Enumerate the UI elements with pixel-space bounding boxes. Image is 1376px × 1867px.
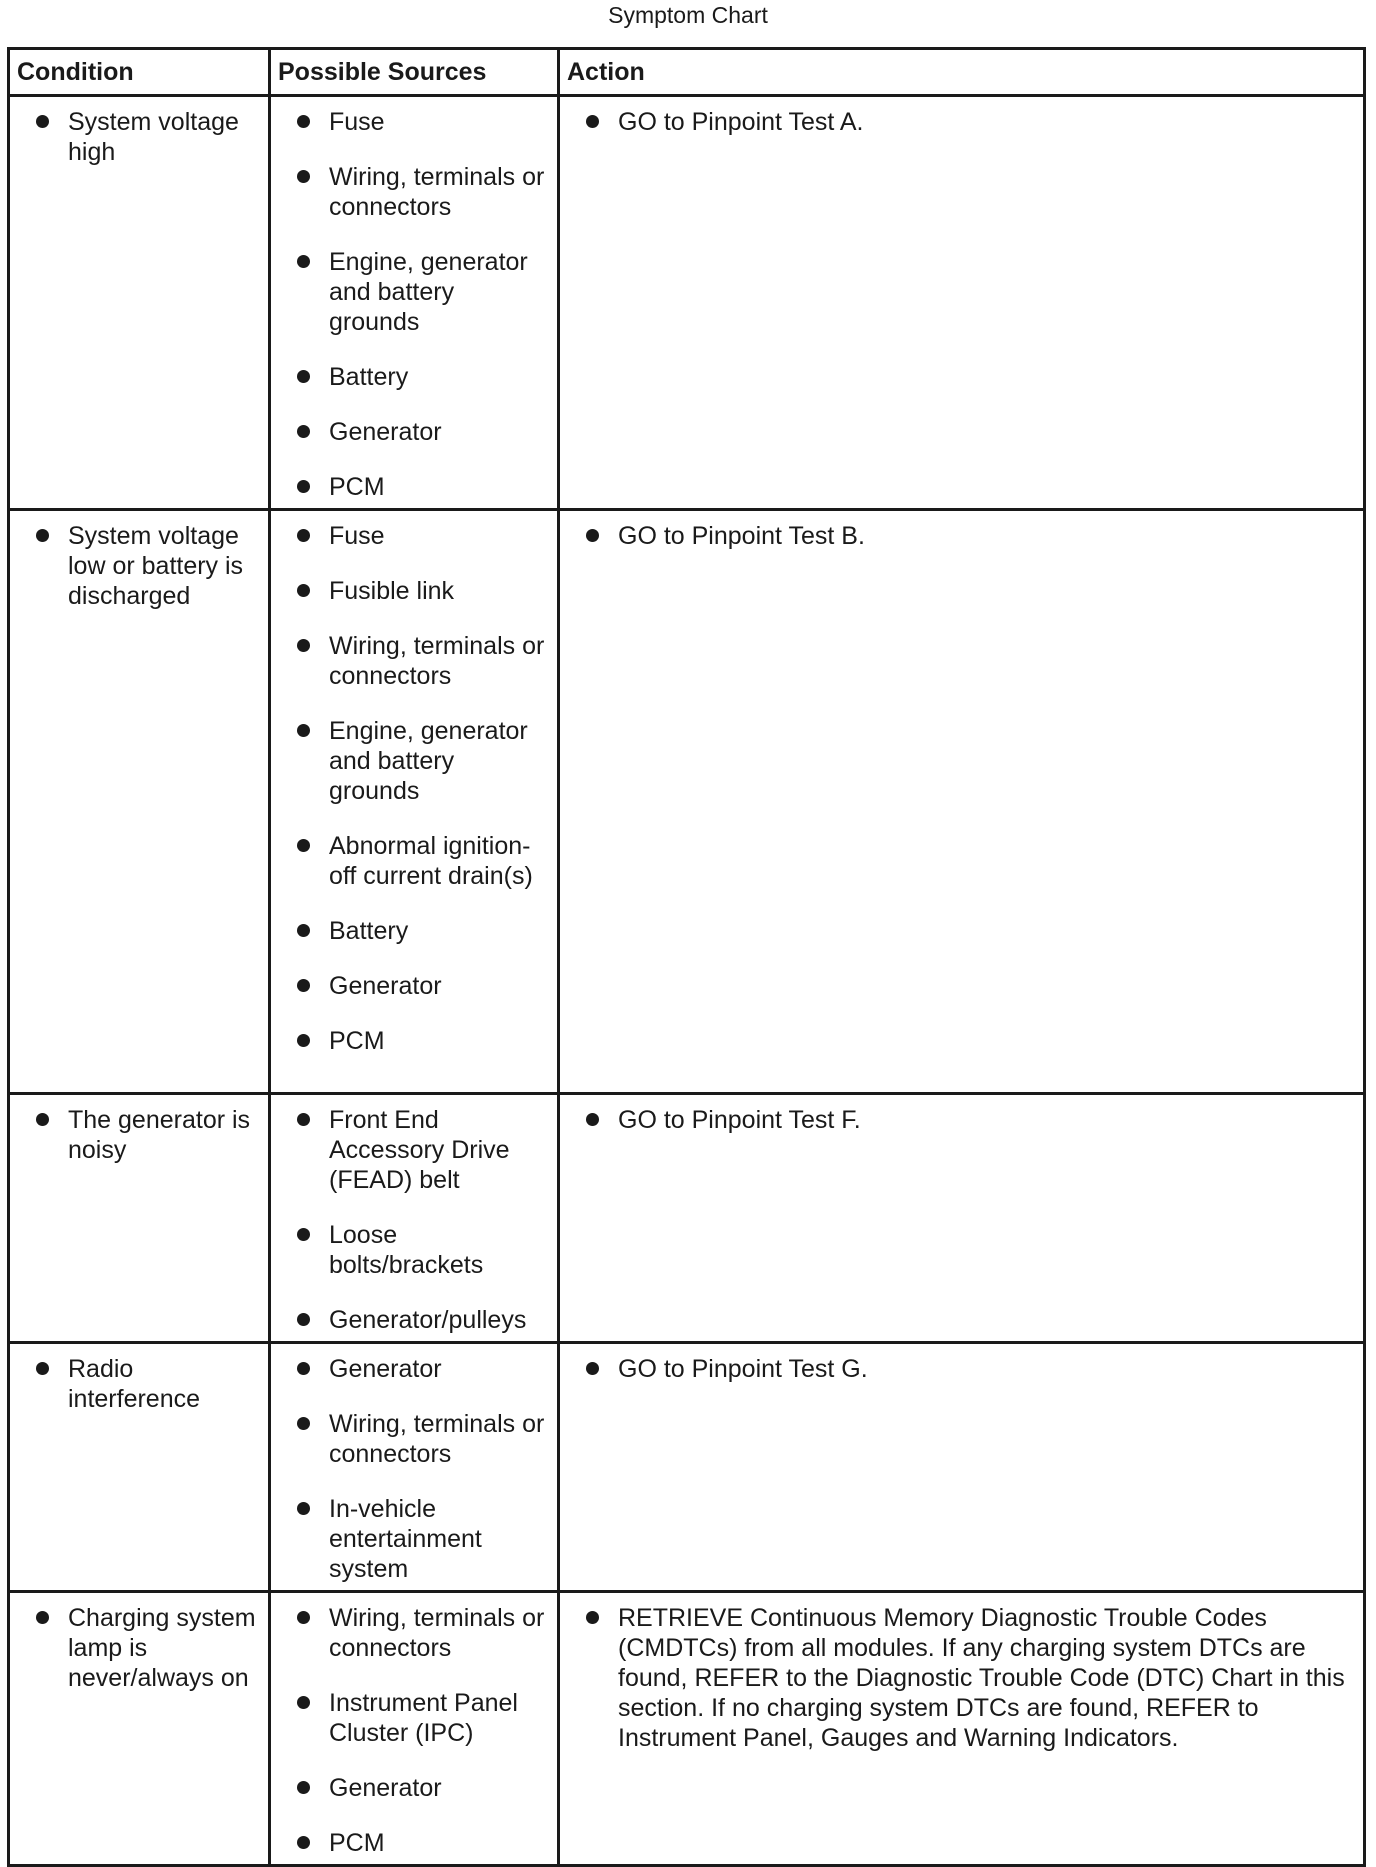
- condition-cell: [9, 96, 270, 510]
- source-text: Battery: [329, 363, 409, 391]
- action-list: [584, 1105, 1357, 1135]
- source-list: [295, 1603, 551, 1858]
- bullet-icon: [297, 839, 310, 852]
- condition-list: [34, 1354, 262, 1414]
- action-text: GO to Pinpoint Test A.: [618, 108, 864, 136]
- bullet-icon: [36, 1611, 49, 1624]
- condition-text: Charging system lamp is never/always on: [68, 1604, 256, 1692]
- condition-list: [34, 107, 262, 167]
- table-row: [9, 96, 1365, 510]
- bullet-icon: [586, 115, 599, 128]
- source-list: [295, 1354, 551, 1584]
- source-list: [295, 521, 551, 1056]
- source-text: Instrument Panel Cluster (IPC): [329, 1689, 518, 1747]
- source-text: In-vehicle entertainment system: [329, 1495, 482, 1583]
- source-text: Generator: [329, 1355, 442, 1383]
- header-condition: Condition: [9, 49, 270, 96]
- bullet-icon: [297, 425, 310, 438]
- source-text: Engine, generator and battery grounds: [329, 248, 528, 336]
- bullet-icon: [297, 1781, 310, 1794]
- source-text: Fuse: [329, 108, 385, 136]
- source-cell: [270, 1094, 559, 1343]
- condition-list: [34, 1105, 262, 1165]
- list-item: [295, 1494, 551, 1584]
- source-text: Wiring, terminals or connectors: [329, 1410, 545, 1468]
- bullet-icon: [586, 1113, 599, 1126]
- source-text: Generator: [329, 972, 442, 1000]
- action-cell: [559, 96, 1365, 510]
- bullet-icon: [297, 1836, 310, 1849]
- list-item: [295, 916, 551, 946]
- bullet-icon: [36, 529, 49, 542]
- bullet-icon: [586, 529, 599, 542]
- list-item: [34, 521, 262, 611]
- condition-cell: [9, 510, 270, 1094]
- condition-text: Radio interference: [68, 1355, 201, 1413]
- bullet-icon: [297, 1228, 310, 1241]
- list-item: [295, 1354, 551, 1384]
- source-text: Front End Accessory Drive (FEAD) belt: [329, 1106, 510, 1194]
- list-item: [584, 107, 1357, 137]
- bullet-icon: [297, 1313, 310, 1326]
- source-text: Fuse: [329, 522, 385, 550]
- bullet-icon: [36, 1113, 49, 1126]
- bullet-icon: [36, 115, 49, 128]
- bullet-icon: [297, 1113, 310, 1126]
- bullet-icon: [297, 170, 310, 183]
- source-cell: [270, 96, 559, 510]
- bullet-icon: [297, 1611, 310, 1624]
- bullet-icon: [297, 115, 310, 128]
- source-cell: [270, 1592, 559, 1866]
- list-item: [295, 162, 551, 222]
- list-item: [584, 1354, 1357, 1384]
- bullet-icon: [586, 1611, 599, 1624]
- source-text: Wiring, terminals or connectors: [329, 163, 545, 221]
- condition-cell: [9, 1094, 270, 1343]
- header-row: [9, 49, 1365, 96]
- list-item: [34, 1603, 262, 1693]
- condition-text: The generator is noisy: [68, 1106, 251, 1164]
- action-list: [584, 521, 1357, 551]
- action-text: GO to Pinpoint Test G.: [618, 1355, 868, 1383]
- action-text: GO to Pinpoint Test B.: [618, 522, 865, 550]
- list-item: [295, 521, 551, 551]
- list-item: [584, 1603, 1357, 1753]
- condition-text: System voltage low or battery is discharged: [68, 522, 244, 610]
- bullet-icon: [297, 1696, 310, 1709]
- condition-list: [34, 521, 262, 611]
- source-text: PCM: [329, 473, 385, 501]
- condition-list: [34, 1603, 262, 1693]
- source-text: Wiring, terminals or connectors: [329, 1604, 545, 1662]
- source-text: Battery: [329, 917, 409, 945]
- table-row: [9, 510, 1365, 1094]
- bullet-icon: [297, 480, 310, 493]
- list-item: [295, 1603, 551, 1663]
- list-item: [295, 1026, 551, 1056]
- condition-cell: [9, 1592, 270, 1866]
- list-item: [295, 576, 551, 606]
- list-item: [295, 716, 551, 806]
- action-cell: [559, 1592, 1365, 1866]
- bullet-icon: [586, 1362, 599, 1375]
- list-item: [295, 417, 551, 447]
- bullet-icon: [297, 979, 310, 992]
- action-text: GO to Pinpoint Test F.: [618, 1106, 861, 1134]
- bullet-icon: [297, 924, 310, 937]
- bullet-icon: [297, 255, 310, 268]
- condition-text: System voltage high: [68, 108, 239, 166]
- list-item: [34, 1354, 262, 1414]
- list-item: [34, 107, 262, 167]
- action-list: [584, 1603, 1357, 1753]
- bullet-icon: [297, 1417, 310, 1430]
- source-list: [295, 107, 551, 502]
- bullet-icon: [297, 584, 310, 597]
- condition-cell: [9, 1343, 270, 1592]
- source-text: Generator: [329, 418, 442, 446]
- bullet-icon: [297, 1362, 310, 1375]
- list-item: [584, 521, 1357, 551]
- bullet-icon: [297, 529, 310, 542]
- list-item: [295, 1305, 551, 1335]
- action-text: RETRIEVE Continuous Memory Diagnostic Trouble Codes (CMDTCs) from all modules. If any charging system DTCs are found, REFER to the Diagnostic Trouble Code (DTC) Chart in this section. If no charging system DTCs are found, REFER to Instrument Panel, Gauges and Warning Indicators.: [618, 1604, 1345, 1752]
- source-text: PCM: [329, 1027, 385, 1055]
- list-item: [295, 1409, 551, 1469]
- header-possible-sources: Possible Sources: [270, 49, 559, 96]
- source-text: PCM: [329, 1829, 385, 1857]
- page-title: Symptom Chart: [608, 2, 768, 28]
- list-item: [295, 971, 551, 1001]
- bullet-icon: [297, 639, 310, 652]
- source-text: Wiring, terminals or connectors: [329, 632, 545, 690]
- list-item: [295, 362, 551, 392]
- symptom-chart-table: [7, 47, 1366, 1867]
- table-row: [9, 1592, 1365, 1866]
- table-body: [9, 96, 1365, 1866]
- list-item: [584, 1105, 1357, 1135]
- source-text: Generator: [329, 1774, 442, 1802]
- table-row: [9, 1343, 1365, 1592]
- action-list: [584, 107, 1357, 137]
- list-item: [295, 1688, 551, 1748]
- list-item: [295, 107, 551, 137]
- bullet-icon: [297, 724, 310, 737]
- list-item: [295, 247, 551, 337]
- header-action: Action: [559, 49, 1365, 96]
- action-list: [584, 1354, 1357, 1384]
- bullet-icon: [297, 1034, 310, 1047]
- action-cell: [559, 1094, 1365, 1343]
- list-item: [295, 1105, 551, 1195]
- source-cell: [270, 1343, 559, 1592]
- list-item: [295, 831, 551, 891]
- source-text: Fusible link: [329, 577, 455, 605]
- source-cell: [270, 510, 559, 1094]
- bullet-icon: [297, 1502, 310, 1515]
- source-text: Abnormal ignition-off current drain(s): [329, 832, 533, 890]
- list-item: [34, 1105, 262, 1165]
- list-item: [295, 631, 551, 691]
- bullet-icon: [36, 1362, 49, 1375]
- source-text: Engine, generator and battery grounds: [329, 717, 528, 805]
- table-row: [9, 1094, 1365, 1343]
- action-cell: [559, 510, 1365, 1094]
- list-item: [295, 472, 551, 502]
- list-item: [295, 1773, 551, 1803]
- list-item: [295, 1828, 551, 1858]
- action-cell: [559, 1343, 1365, 1592]
- source-list: [295, 1105, 551, 1335]
- list-item: [295, 1220, 551, 1280]
- source-text: Generator/pulleys: [329, 1306, 527, 1334]
- bullet-icon: [297, 370, 310, 383]
- source-text: Loose bolts/brackets: [329, 1221, 484, 1279]
